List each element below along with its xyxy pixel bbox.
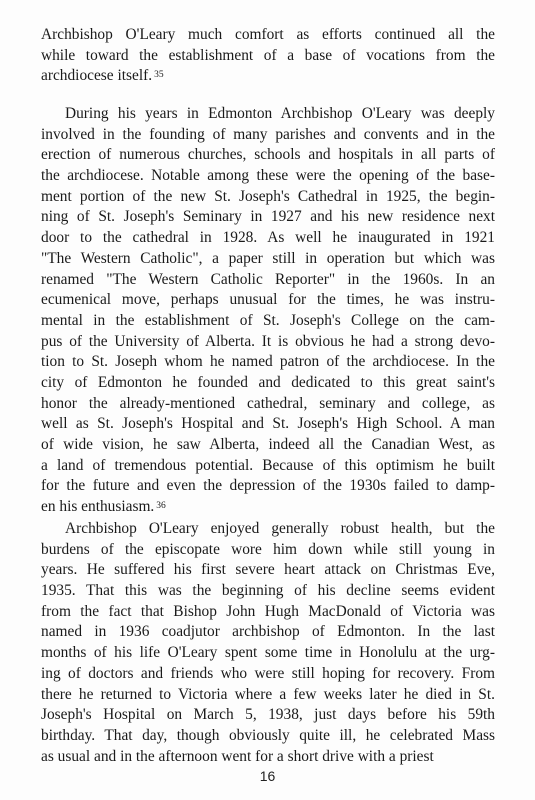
text-line — [41, 104, 495, 125]
line-text: well as St. Joseph's Hospital and St. Joseph's High School. A man — [41, 415, 495, 433]
text-line — [41, 560, 495, 581]
text-line — [41, 643, 495, 664]
text-line — [41, 373, 495, 394]
line-text: en his enthusiasm. — [41, 498, 155, 516]
line-text: honor the already-mentioned cathedral, seminary and college, as — [41, 394, 495, 412]
text-line — [41, 705, 495, 726]
line-text: birthday. That day, though obviously quite ill, he celebrated Mass — [41, 726, 495, 744]
text-line — [41, 581, 495, 602]
paragraph-3 — [41, 519, 495, 767]
line-text: renamed "The Western Catholic Reporter" in the 1960s. In an — [41, 270, 495, 288]
text-line — [41, 435, 495, 456]
line-text: ecumenical move, perhaps unusual for the times, he was instru- — [41, 291, 495, 309]
text-line — [41, 125, 495, 146]
line-text: a land of tremendous potential. Because of this optimism he built — [41, 456, 495, 474]
line-text: Joseph's Hospital on March 5, 1938, just days before his 59th — [41, 706, 495, 724]
text-line — [41, 685, 495, 706]
line-text: there he returned to Victoria where a few weeks later he died in St. — [41, 685, 495, 703]
line-text: tion to St. Joseph whom he named patron of the archdiocese. In the — [41, 353, 495, 371]
page-number: 16 — [259, 768, 276, 784]
line-text: the archdiocese. Notable among these were the opening of the base- — [41, 167, 495, 185]
line-text: as usual and in the afternoon went for a short drive with a priest — [41, 747, 434, 765]
text-line — [41, 207, 495, 228]
text-line — [41, 540, 495, 561]
line-text: ning of St. Joseph's Seminary in 1927 and his new residence next — [41, 208, 495, 226]
text-line — [41, 726, 495, 747]
line-text: named in 1936 coadjutor archbishop of Edmonton. In the last — [41, 623, 495, 641]
text-line — [41, 66, 495, 87]
line-text: mental in the establishment of St. Joseph's College on the cam- — [41, 311, 495, 329]
text-line — [41, 476, 495, 497]
text-line — [41, 25, 495, 46]
line-text: city of Edmonton he founded and dedicated to this great saint's — [41, 373, 495, 391]
text-line — [41, 664, 495, 685]
line-text: pus of the University of Alberta. It is obvious he had a strong devo- — [41, 332, 495, 350]
text-line — [41, 270, 495, 291]
text-line — [41, 414, 495, 435]
line-text: burdens of the episcopate wore him down while still young in — [41, 540, 495, 558]
text-line — [41, 497, 495, 518]
line-text: for the future and even the depression of the 1930s failed to damp- — [41, 477, 495, 495]
text-line — [41, 46, 495, 67]
text-line — [41, 602, 495, 623]
paragraph-2 — [41, 104, 495, 518]
text-line — [41, 352, 495, 373]
line-text: erection of numerous churches, schools and hospitals in all parts of — [41, 146, 495, 164]
line-text: years. He suffered his first severe heart attack on Christmas Eve, — [41, 561, 495, 579]
line-text: of wide vision, he saw Alberta, indeed all the Canadian West, as — [41, 436, 495, 453]
line-text: door to the cathedral in 1928. As well he inaugurated in 1921 — [41, 229, 495, 247]
text-line — [41, 332, 495, 353]
line-text: ing of doctors and friends who were still hoping for recovery. From — [41, 664, 495, 682]
paragraph-1 — [41, 25, 495, 87]
line-text: 1935. That this was the beginning of his decline seems evident — [41, 582, 495, 600]
text-line — [41, 166, 495, 187]
text-line — [41, 228, 495, 249]
text-line — [41, 622, 495, 643]
line-text: archdiocese itself. — [41, 67, 153, 85]
text-line — [41, 456, 495, 477]
line-text: from the fact that Bishop John Hugh MacDonald of Victoria was — [41, 602, 495, 620]
text-line — [41, 145, 495, 166]
text-line — [41, 747, 495, 768]
text-line — [41, 187, 495, 208]
line-text: During his years in Edmonton Archbishop O'Leary was deeply — [65, 105, 495, 122]
line-text: involved in the founding of many parishes and convents and in the — [41, 125, 495, 143]
line-text: months of his life O'Leary spent some time in Honolulu at the urg- — [41, 644, 495, 662]
footnote-marker: 35 — [154, 70, 164, 81]
text-line — [41, 290, 495, 311]
line-text: Archbishop O'Leary much comfort as efforts continued all the — [41, 26, 495, 43]
text-line — [41, 519, 495, 540]
text-line — [41, 394, 495, 415]
line-text: Archbishop O'Leary enjoyed generally robust health, but the — [65, 520, 495, 537]
footnote-marker: 36 — [156, 500, 166, 511]
text-line — [41, 249, 495, 270]
line-text: ment portion of the new St. Joseph's Cathedral in 1925, the begin- — [41, 187, 495, 205]
text-line — [41, 311, 495, 332]
line-text: "The Western Catholic", a paper still in operation but which was — [41, 249, 495, 267]
line-text: while toward the establishment of a base of vocations from the — [41, 46, 495, 64]
